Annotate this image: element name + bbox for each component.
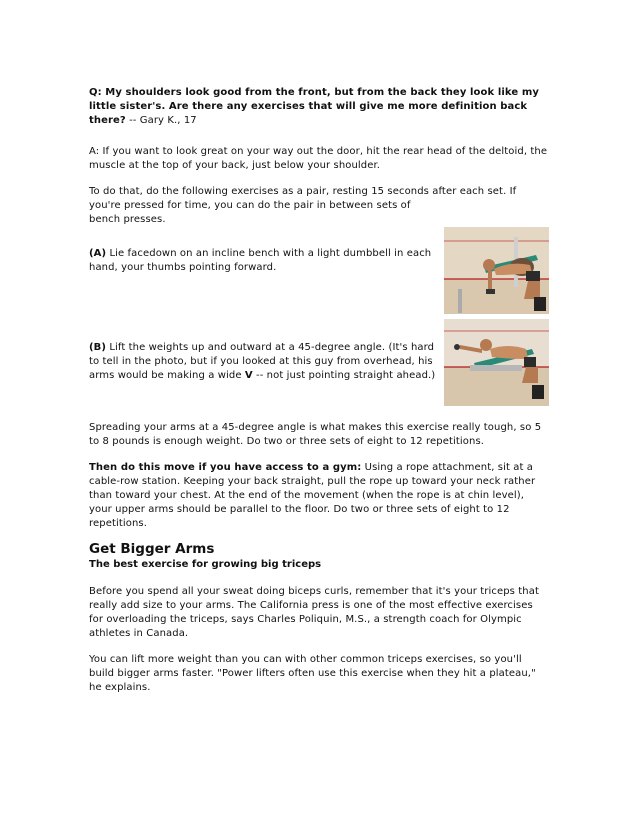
instructions-paragraph <box>89 185 549 227</box>
step-a-text <box>89 247 441 275</box>
step-a-photo <box>444 227 549 314</box>
article <box>89 86 549 695</box>
step-b-description-start: Lift the weights up and outward at a 45-degree angle. (It's hard to tell in the photo, but if you looked at this guy from overhead, his arms would be making a wide <box>89 342 435 381</box>
section-heading: Get Bigger Arms <box>89 541 215 557</box>
step-a-description: Lie facedown on an incline bench with a light dumbbell in each hand, your thumbs pointing forward. <box>89 248 432 273</box>
gym-paragraph <box>89 461 549 531</box>
step-b-v: V <box>244 370 253 381</box>
step-b-photo <box>444 319 549 406</box>
step-b-block <box>89 341 549 421</box>
step-a-label: (A) <box>89 248 107 259</box>
gym-text: Using a rope attachment, sit at a cable-row station. Keeping your back straight, pull the rope up toward your neck rather than toward your chest. At the end of the movement (when the rope is at chin level), your upper arms should be parallel to the floor. Do two or three sets of eight to 12 repetitions. <box>89 462 536 529</box>
step-b-text <box>89 341 441 383</box>
triceps-paragraph-2: You can lift more weight than you can with other common triceps exercises, so you'll build bigger arms faster. "Power lifters often use this exercise when they hit a plateau," he explains. <box>89 654 536 693</box>
instructions-line-1: To do that, do the following exercises as a pair, resting 15 seconds after each set. If <box>89 186 517 197</box>
gym-lead: Then do this move if you have access to a gym: <box>89 462 362 473</box>
triceps-paragraph-1: Before you spend all your sweat doing biceps curls, remember that it's your triceps that really add size to your arms. The California press is one of the most effective exercises for overloading the triceps, says Charles Poliquin, M.S., a strength coach for Olympic athletes in Canada. <box>89 586 539 639</box>
question-paragraph <box>89 86 549 128</box>
question-attribution: -- Gary K., 17 <box>125 115 197 126</box>
instructions-line-3: bench presses. <box>89 214 166 225</box>
step-b-description-end: -- not just pointing straight ahead.) <box>252 370 436 381</box>
question-text: Q: My shoulders look good from the front, but from the back they look like my little sister's. Are there any exercises that will give me more definition back there? <box>89 87 539 126</box>
answer-paragraph: A: If you want to look great on your way out the door, hit the rear head of the deltoid, the muscle at the top of your back, just below your shoulder. <box>89 146 548 171</box>
step-b-label: (B) <box>89 342 107 353</box>
instructions-line-2: you're pressed for time, you can do the pair in between sets of <box>89 200 411 211</box>
spreading-paragraph: Spreading your arms at a 45-degree angle is what makes this exercise really tough, so 5 to 8 pounds is enough weight. Do two or three sets of eight to 12 repetitions. <box>89 422 542 447</box>
section-subheading: The best exercise for growing big triceps <box>89 559 322 570</box>
